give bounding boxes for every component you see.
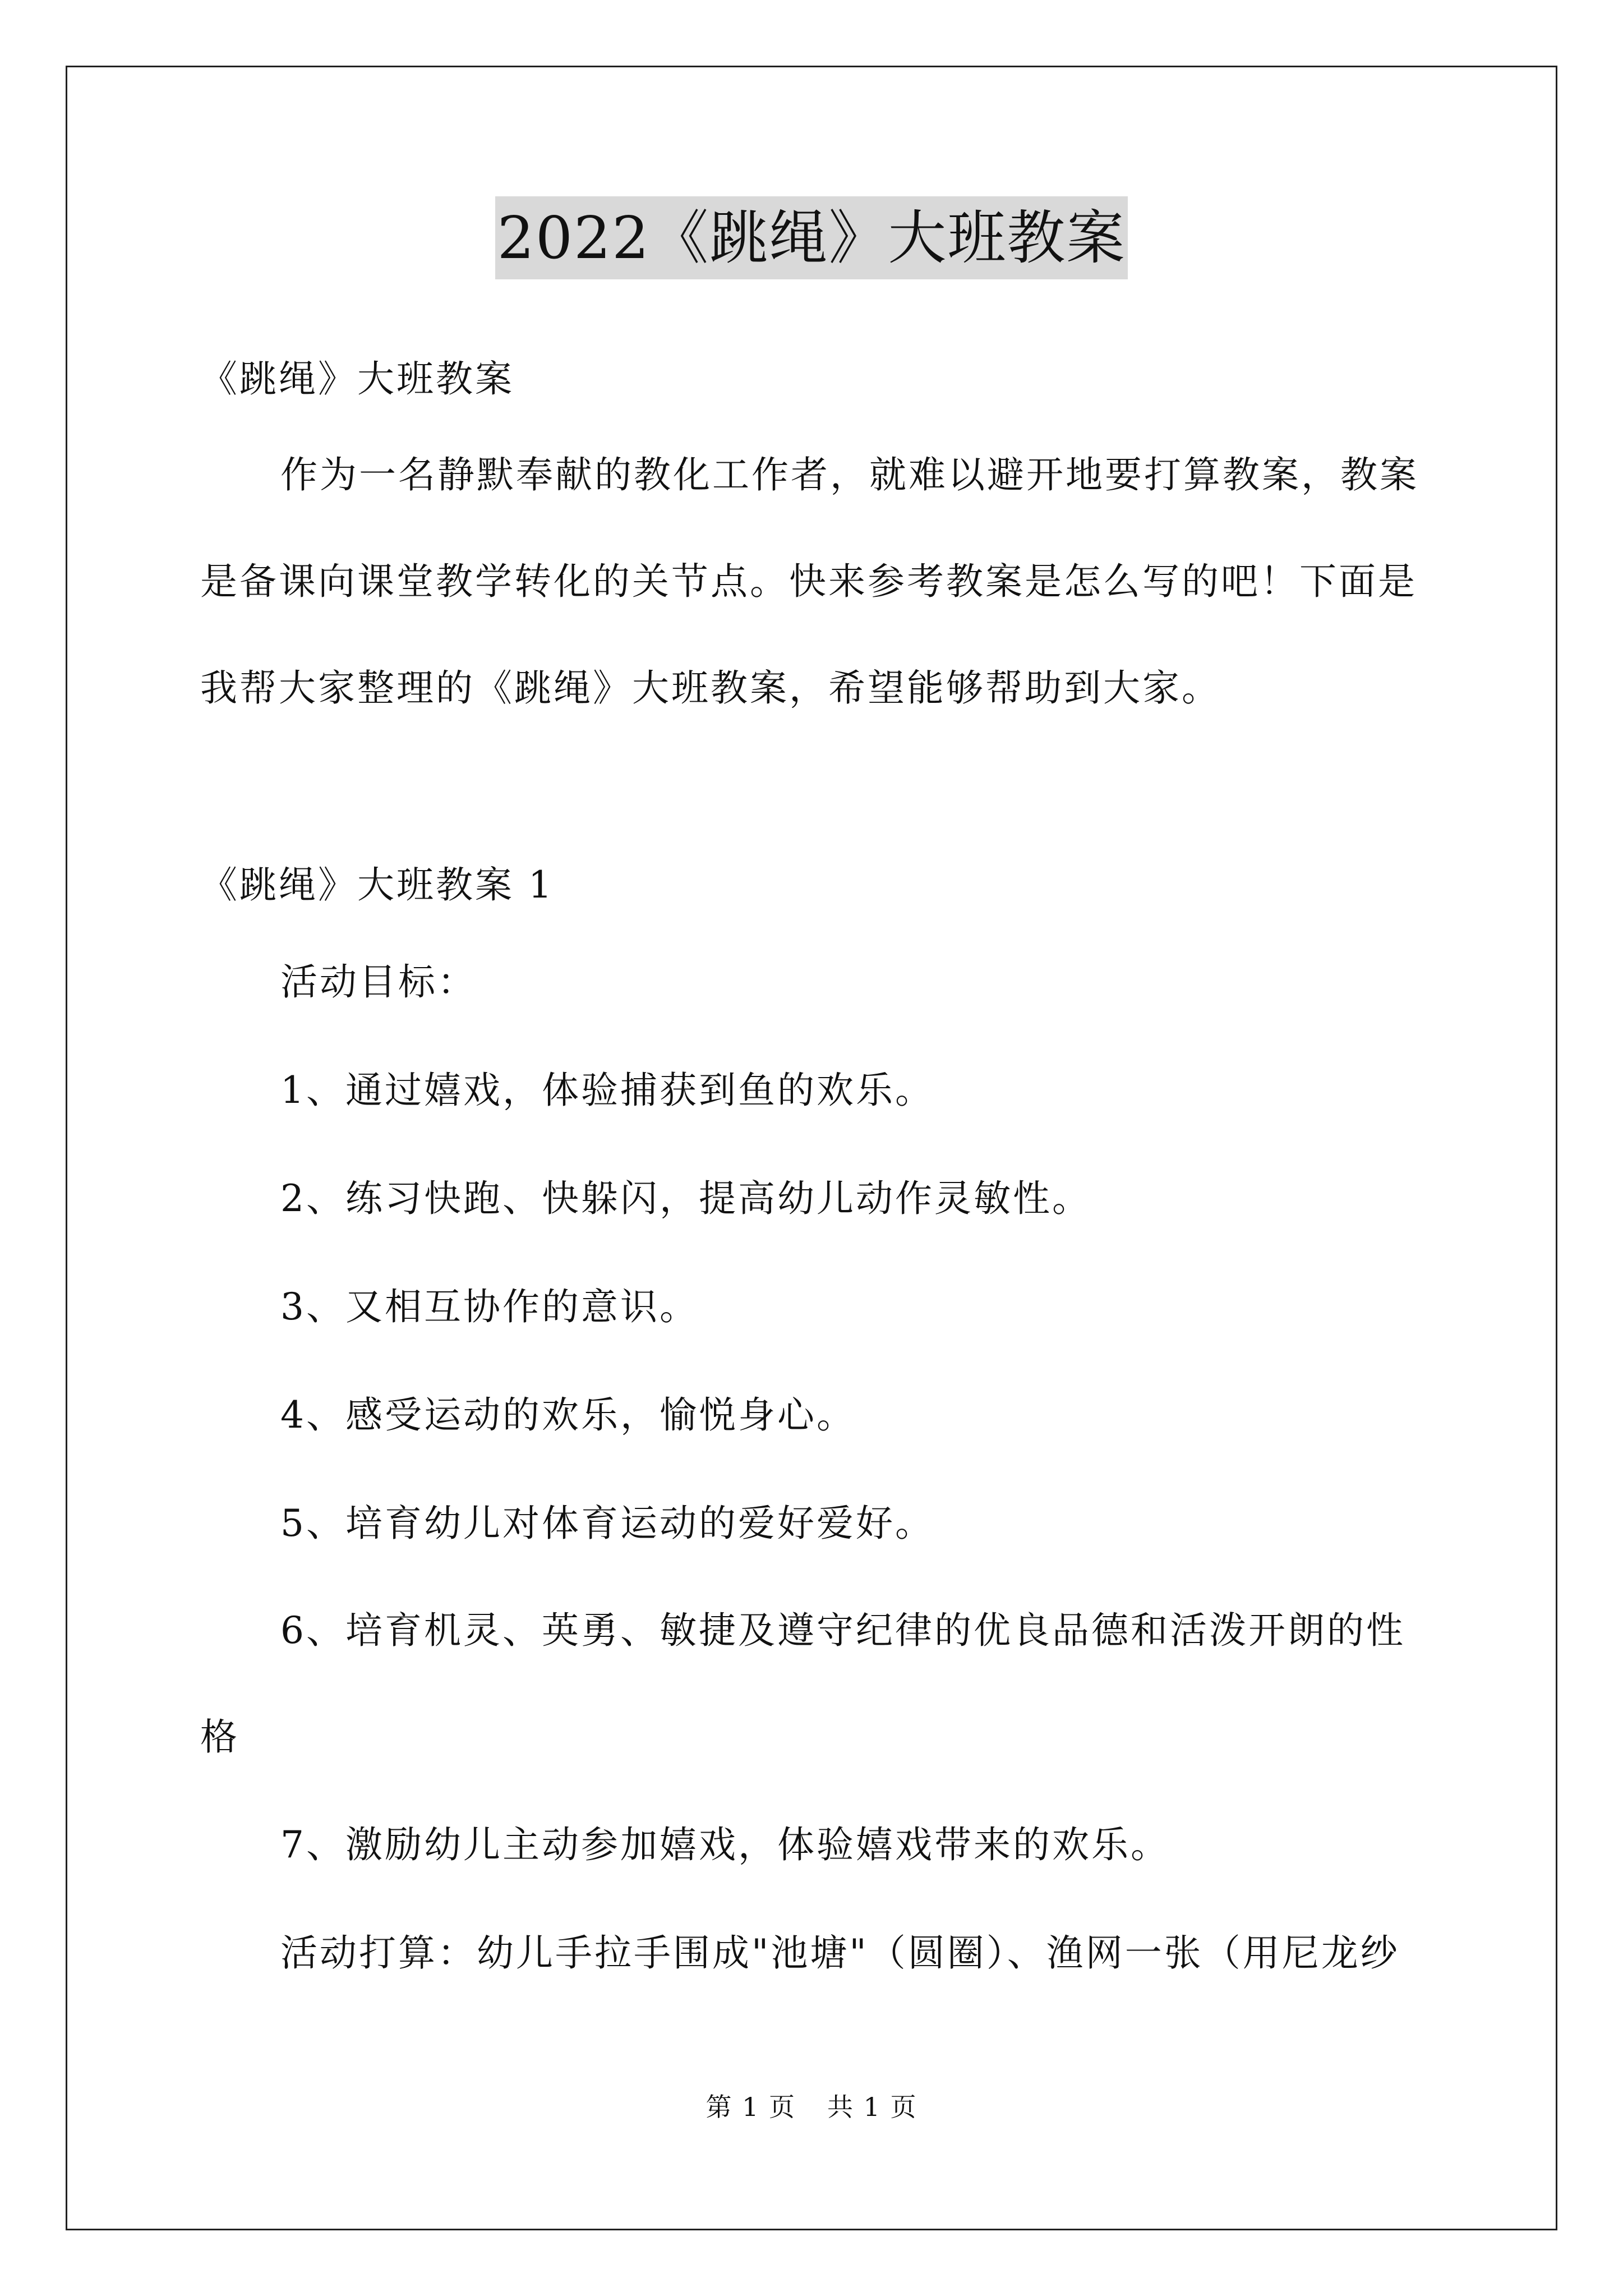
paragraph-gap <box>200 742 1434 843</box>
goal-item-7: 7、激励幼儿主动参加嬉戏，体验嬉戏带来的欢乐。 <box>280 1823 1170 1866</box>
preparation-text: 活动打算：幼儿手拉手围成"池塘"（圆圈）、渔网一张（用尼龙纱 <box>280 1931 1400 1975</box>
goal-item-2: 2、练习快跑、快躲闪，提高幼儿动作灵敏性。 <box>280 1177 1091 1220</box>
document-title: 2022《跳绳》大班教案 <box>495 196 1128 279</box>
title-container <box>0 196 1623 279</box>
document-body <box>200 337 1434 2007</box>
goal-item-5: 5、培育幼儿对体育运动的爱好爱好。 <box>280 1502 934 1545</box>
page-total: 共 1 页 <box>827 2092 917 2122</box>
goal-item-6: 6、培育机灵、英勇、敏捷及遵守纪律的优良品德和活泼开朗的性格 <box>200 1609 1405 1759</box>
document-subtitle: 《跳绳》大班教案 <box>200 357 514 401</box>
page-number: 第 1 页 <box>706 2092 796 2122</box>
section-heading: 《跳绳》大班教案 1 <box>200 863 554 907</box>
page-footer <box>0 2087 1623 2124</box>
goal-item-3: 3、又相互协作的意识。 <box>280 1285 699 1328</box>
intro-paragraph: 作为一名静默奉献的教化工作者，就难以避开地要打算教案，教案是备课向课堂教学转化的关节点。快来参考教案是怎么写的吧！下面是我帮大家整理的《跳绳》大班教案，希望能够帮助到大家。 <box>200 453 1419 710</box>
goal-item-1: 1、通过嬉戏，体验捕获到鱼的欢乐。 <box>280 1069 934 1112</box>
goal-item-4: 4、感受运动的欢乐，愉悦身心。 <box>280 1393 856 1437</box>
goals-label: 活动目标： <box>280 960 477 1004</box>
